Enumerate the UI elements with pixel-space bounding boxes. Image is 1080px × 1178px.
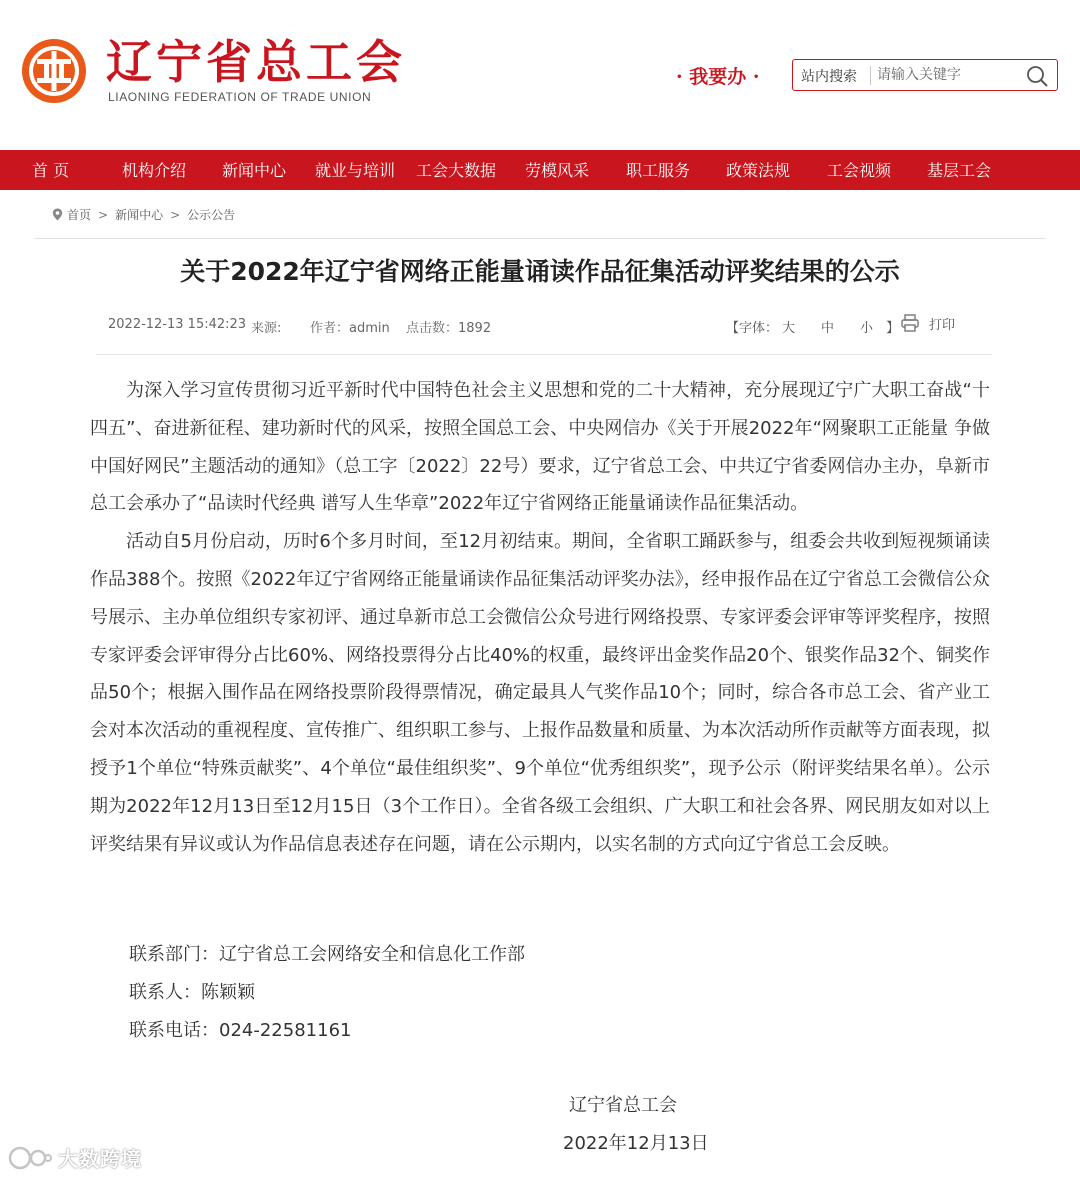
trade-union-emblem-icon[interactable] <box>20 37 88 105</box>
search-input[interactable] <box>877 63 1017 87</box>
main-nav <box>0 150 1080 190</box>
nav-item-employment[interactable]: 就业与培训 <box>315 161 396 180</box>
breadcrumb-divider <box>34 238 1046 239</box>
site-search <box>792 59 1058 91</box>
location-pin-icon <box>52 208 63 221</box>
nav-item-worker-services[interactable]: 职工服务 <box>626 161 691 180</box>
meta-divider <box>96 354 992 355</box>
nav-item-videos[interactable]: 工会视频 <box>827 161 892 180</box>
article-title: 关于2022年辽宁省网络正能量诵读作品征集活动评奖结果的公示 <box>180 257 900 286</box>
article-date: 2022-12-13 15:42:23 <box>108 317 247 332</box>
print-button[interactable] <box>900 313 955 333</box>
nav-item-big-data[interactable]: 工会大数据 <box>416 161 497 180</box>
print-label: 打印 <box>929 317 956 333</box>
breadcrumb-separator: > <box>98 207 109 222</box>
font-label: 【字体： <box>726 321 779 336</box>
font-bracket-close: 】 <box>886 321 900 336</box>
search-label: 站内搜索 <box>801 69 857 85</box>
article-paragraph: 为深入学习宣传贯彻习近平新时代中国特色社会主义思想和党的二十大精神，充分展现辽宁广大职工奋战“十四五”、奋进新征程、建功新时代的风采，按照全国总工会、中央网信办《关于开展2022年“网聚职工正能量 争做中国好网民”主题活动的通知》（总工字〔2022〕22号）要求，辽宁省总工会、中共辽宁省委网信办主办，阜新市总工会承办了“品读时代经典 谱写人生华章”2022年辽宁省网络正能量诵读作品征集活动。 <box>90 380 990 515</box>
search-divider <box>870 66 871 85</box>
font-small-button[interactable]: 小 <box>860 321 874 336</box>
breadcrumb-news[interactable]: 新闻中心 <box>115 208 164 222</box>
services-link[interactable]: · 我要办 · <box>676 66 760 88</box>
contact-department: 联系部门：辽宁省总工会网络安全和信息化工作部 <box>129 944 525 965</box>
search-icon[interactable] <box>1025 64 1049 88</box>
article-clicks: 点击数：1892 <box>406 321 492 336</box>
nav-item-policies[interactable]: 政策法规 <box>726 161 791 180</box>
nav-item-home[interactable]: 首 页 <box>32 161 70 180</box>
article-body <box>90 372 990 863</box>
font-large-button[interactable]: 大 <box>782 321 796 336</box>
signature-date: 2022年12月13日 <box>563 1133 709 1154</box>
printer-icon <box>900 313 920 333</box>
signature-organization: 辽宁省总工会 <box>569 1095 677 1116</box>
nav-item-grassroots[interactable]: 基层工会 <box>927 161 992 180</box>
breadcrumb <box>52 206 235 223</box>
site-header <box>0 0 1080 150</box>
font-size-control <box>726 317 899 336</box>
article-source: 来源: <box>251 321 282 336</box>
nav-item-organization[interactable]: 机构介绍 <box>122 161 187 180</box>
breadcrumb-separator: > <box>170 207 181 222</box>
breadcrumb-notices[interactable]: 公示公告 <box>187 208 236 222</box>
site-name-en: LIAONING FEDERATION OF TRADE UNION <box>108 90 372 104</box>
watermark-logo-icon <box>8 1145 52 1171</box>
watermark <box>8 1143 142 1172</box>
contact-person: 联系人：陈颖颖 <box>129 982 255 1003</box>
nav-item-model-workers[interactable]: 劳模风采 <box>525 161 590 180</box>
font-medium-button[interactable]: 中 <box>821 321 835 336</box>
nav-item-news[interactable]: 新闻中心 <box>222 161 287 180</box>
article-author: 作者：admin <box>310 321 390 336</box>
article-paragraph: 活动自5月份启动，历时6个多月时间，至12月初结束。期间，全省职工踊跃参与，组委会共收到短视频诵读作品388个。按照《2022年辽宁省网络正能量诵读作品征集活动评奖办法》，经申报作品在辽宁省总工会微信公众号展示、主办单位组织专家初评、通过阜新市总工会微信公众号进行网络投票、专家评委会评审等评奖程序，按照专家评委会评审得分占比60%、网络投票得分占比40%的权重，最终评出金奖作品20个、银奖作品32个、铜奖作品50个；根据入围作品在网络投票阶段得票情况，确定最具人气奖作品10个；同时，综合各市总工会、省产业工会对本次活动的重视程度、宣传推广、组织职工参与、上报作品数量和质量、为本次活动所作贡献等方面表现，拟授予1个单位“特殊贡献奖”、4个单位“最佳组织奖”、9个单位“优秀组织奖”，现予公示（附评奖结果名单）。公示期为2022年12月13日至12月15日（3个工作日）。全省各级工会组织、广大职工和社会各界、网民朋友如对以上评奖结果有异议或认为作品信息表述存在问题，请在公示期内，以实名制的方式向辽宁省总工会反映。 <box>90 531 990 855</box>
watermark-text: 大数跨境 <box>58 1147 142 1171</box>
contact-phone: 联系电话：024-22581161 <box>129 1020 352 1041</box>
breadcrumb-home[interactable]: 首页 <box>67 208 92 222</box>
site-name-cn[interactable]: 辽宁省总工会 <box>106 35 406 89</box>
